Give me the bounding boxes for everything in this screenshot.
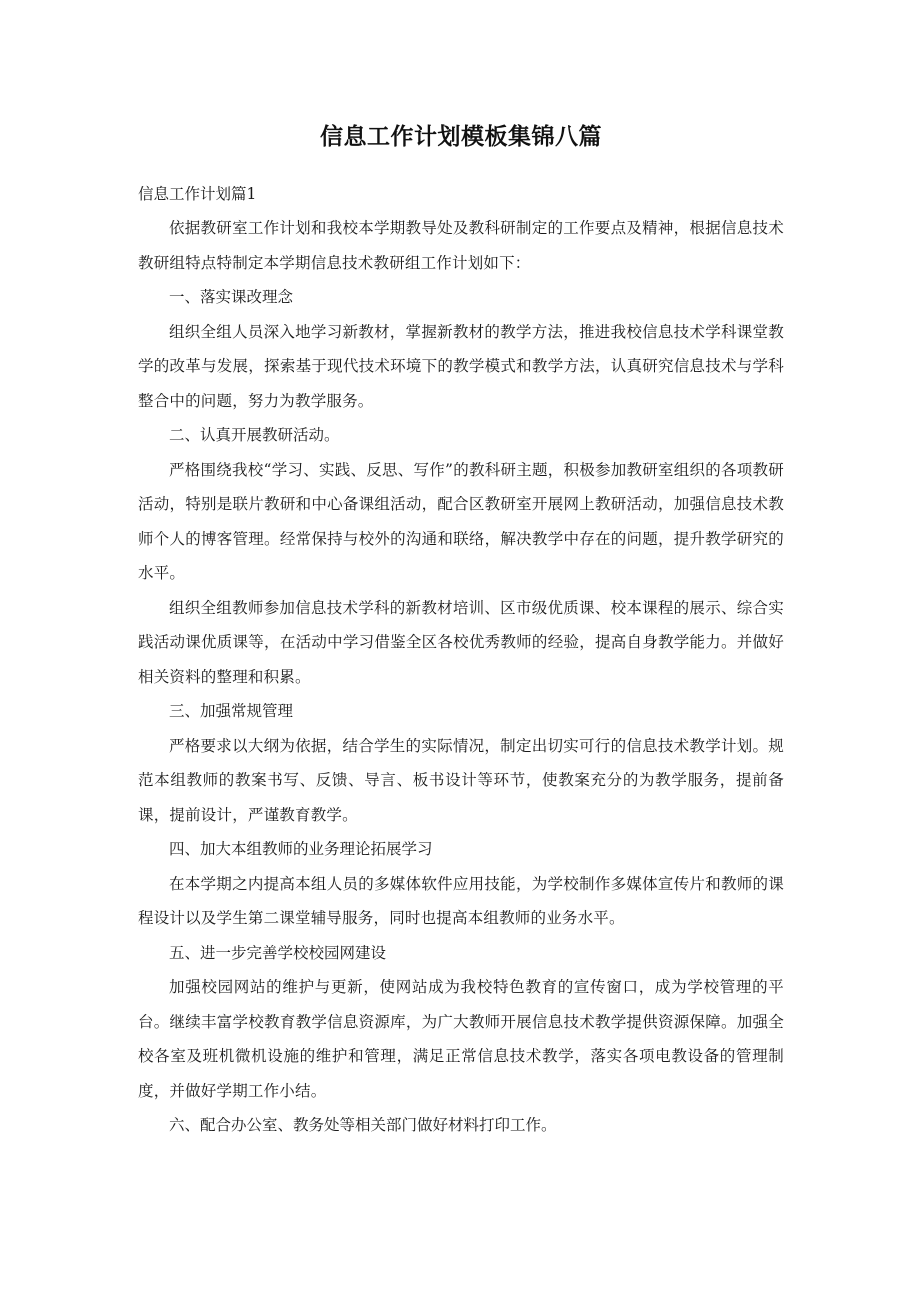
section-heading-5: 五、进一步完善学校校园网建设 [169,943,387,962]
paragraph-4: 在本学期之内提高本组人员的多媒体软件应用技能，为学校制作多媒体宣传片和教师的课程设计以及学生第二课堂辅导服务，同时也提高本组教师的业务水平。 [138,874,784,927]
document-page [138,118,784,1143]
section-heading-4: 四、加大本组教师的业务理论拓展学习 [169,840,433,858]
section-subtitle: 信息工作计划篇1 [138,185,257,203]
paragraph-2a: 严格围绕我校“学习、实践、反思、写作”的教科研主题，积极参加教研室组织的各项教研活动，特别是联片教研和中心备课组活动，配合区教研室开展网上教研活动，加强信息技术教师个人的博客管理。经常保持与校外的沟通和联络，解决教学中存在的问题，提升教学研究的水平。 [138,460,784,582]
section-heading-1: 一、落实课改理念 [169,288,294,306]
paragraph-2b: 组织全组教师参加信息技术学科的新教材培训、区市级优质课、校本课程的展示、综合实践活动课优质课等，在活动中学习借鉴全区各校优秀教师的经验，提高自身教学能力。并做好相关资料的整理和积累。 [138,598,784,686]
paragraph-5: 加强校园网站的维护与更新，使网站成为我校特色教育的宣传窗口，成为学校管理的平台。继续丰富学校教育教学信息资源库，为广大教师开展信息技术教学提供资源保障。加强全校各室及班机微机设施的维护和管理，满足正常信息技术教学，落实各项电教设备的管理制度，并做好学期工作小结。 [138,978,784,1100]
paragraph-1: 组织全组人员深入地学习新教材，掌握新教材的教学方法，推进我校信息技术学科课堂教学的改革与发展，探索基于现代技术环境下的教学模式和教学方法，认真研究信息技术与学科整合中的问题，努力为教学服务。 [138,322,784,410]
document-title: 信息工作计划模板集锦八篇 [320,124,602,150]
intro-paragraph: 依据教研室工作计划和我校本学期教导处及教科研制定的工作要点及精神，根据信息技术教研组特点特制定本学期信息技术教研组工作计划如下： [138,219,784,272]
section-heading-6: 六、配合办公室、教务处等相关部门做好材料打印工作。 [169,1116,557,1134]
section-heading-3: 三、加强常规管理 [169,702,294,720]
paragraph-3: 严格要求以大纲为依据，结合学生的实际情况，制定出切实可行的信息技术教学计划。规范本组教师的教案书写、反馈、导言、板书设计等环节，使教案充分的为教学服务，提前备课，提前设计，严谨教育教学。 [138,736,784,824]
section-heading-2: 二、认真开展教研活动。 [169,426,340,444]
